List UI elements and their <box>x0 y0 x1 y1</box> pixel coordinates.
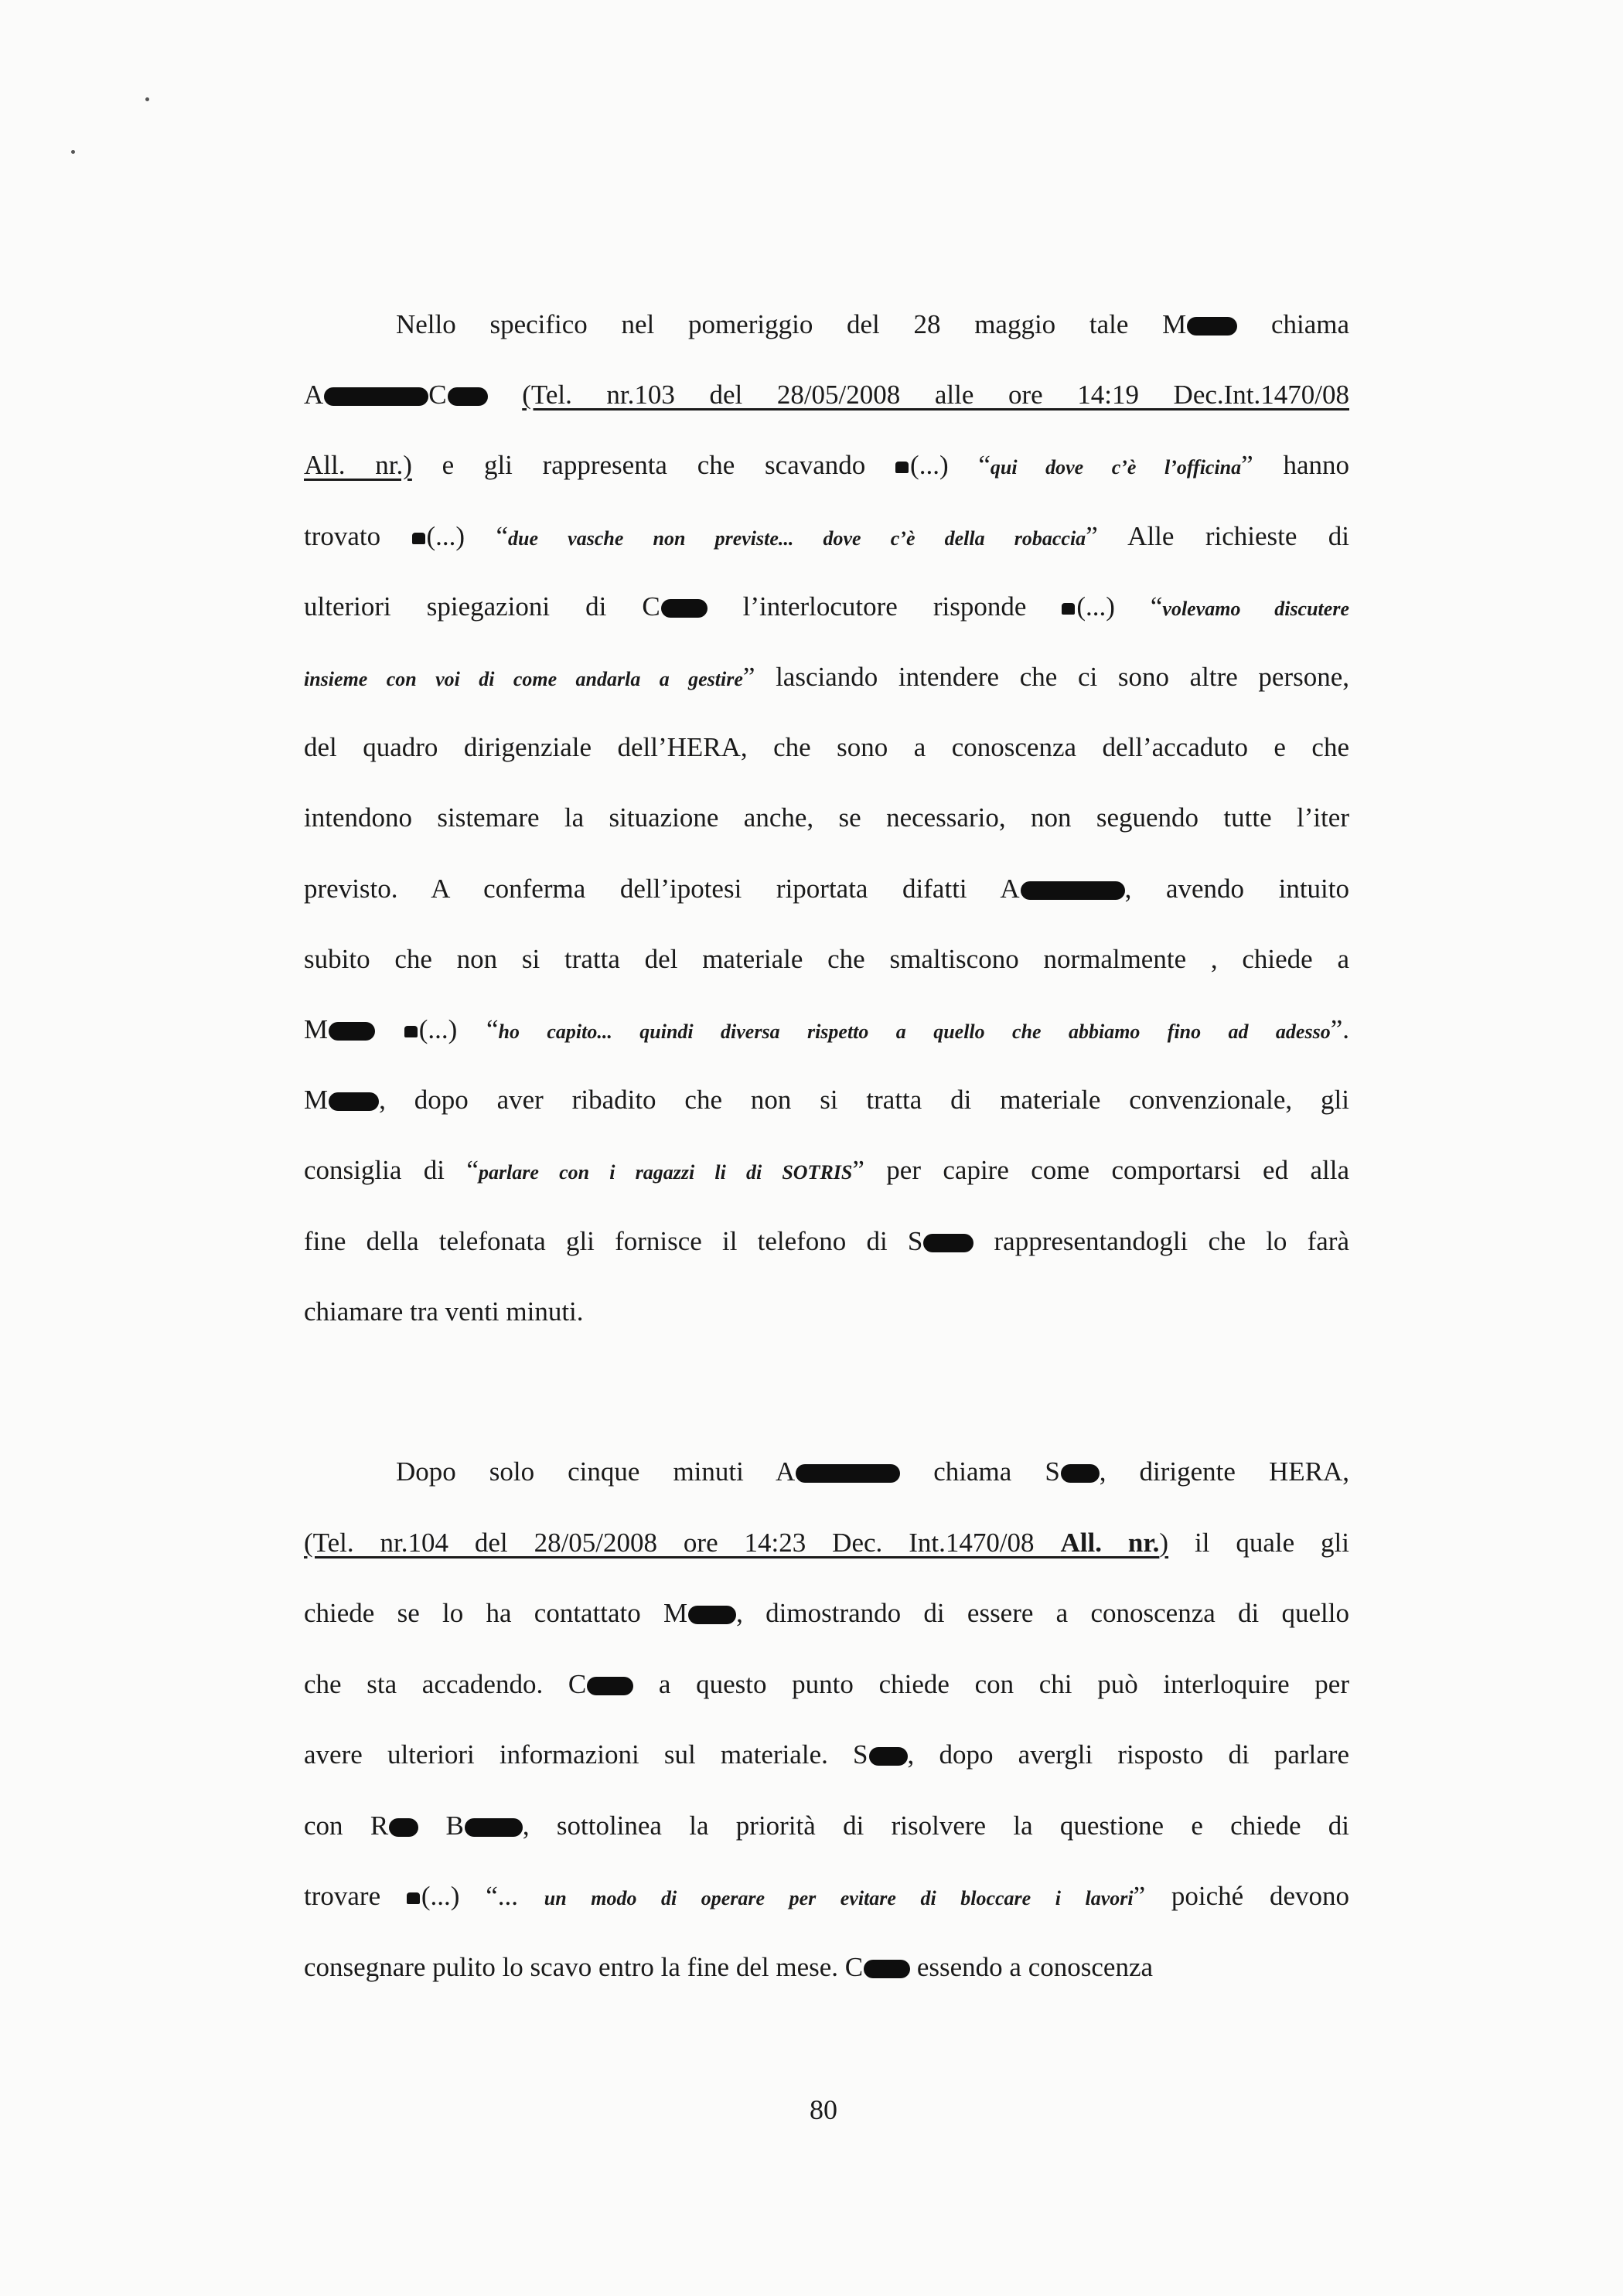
text-run: con <box>304 1810 370 1841</box>
text-run: consiglia di “ <box>304 1155 479 1186</box>
text-run: del quadro dirigenziale dell’HERA, che sono a conoscenza dell’accaduto e che <box>304 732 1349 763</box>
call-reference: (Tel. nr.103 del 28/05/2008 alle ore 14:19 Dec.Int.1470/08 <box>522 380 1349 410</box>
text-run <box>375 1014 404 1044</box>
call-reference: ) <box>1159 1527 1169 1558</box>
wiretap-quote: ho capito... quindi diversa rispetto a quello che abbiamo fino ad adesso <box>498 1020 1331 1043</box>
redacted-name-initial: A <box>304 380 324 410</box>
text-run: (...) “... <box>421 1881 544 1911</box>
paragraph-2-line <box>304 1879 1349 1916</box>
wiretap-quote: due vasche non previste... dove c’è della robaccia <box>508 526 1086 550</box>
text-run: chiamare tra venti minuti. <box>304 1296 584 1327</box>
redacted-name-initial: C <box>428 380 447 410</box>
redacted-name-initial: M <box>663 1598 688 1628</box>
redacted-name-initial: M <box>1162 309 1187 339</box>
paragraph-1-line <box>304 731 1349 765</box>
paragraph-1-line <box>304 519 1349 556</box>
text-run: trovato <box>304 520 412 551</box>
text-run: (...) “ <box>1076 591 1163 622</box>
text-run: ” lasciando intendere che ci sono altre persone, <box>742 662 1349 692</box>
redaction-bar <box>1021 881 1125 900</box>
redacted-name-initial: B <box>445 1810 464 1841</box>
scan-speck <box>71 150 75 154</box>
text-run: previsto. A conferma dell’ipotesi riportata difatti <box>304 873 1001 904</box>
redacted-name-initial: R <box>370 1810 389 1841</box>
wiretap-quote: insieme con voi di come andarla a gestire <box>304 668 743 690</box>
redaction-bar <box>389 1818 418 1837</box>
paragraph-2-line <box>396 1455 1349 1489</box>
wiretap-quote: parlare con i ragazzi li di SOTRIS <box>478 1161 853 1184</box>
text-run: , dimostrando di essere a conoscenza di quello <box>736 1598 1349 1628</box>
paragraph-1-line <box>304 660 1349 697</box>
paragraph-1-line <box>304 1083 1349 1117</box>
redacted-name-initial: C <box>568 1668 587 1699</box>
text-run: ” Alle richieste di <box>1086 520 1350 551</box>
text-run: avere ulteriori informazioni sul materiale. <box>304 1739 854 1770</box>
text-run: essendo a conoscenza <box>910 1951 1154 1982</box>
paragraph-1-line <box>304 448 1349 485</box>
text-run: (...) “ <box>910 450 991 481</box>
text-run: intendono sistemare la situazione anche, se necessario, non seguendo tutte l’iter <box>304 802 1349 833</box>
redacted-name-initial: A <box>775 1456 796 1487</box>
call-reference: (Tel. nr.104 del 28/05/2008 ore 14:23 Dec. Int.1470/08 <box>304 1527 1061 1558</box>
paragraph-1-line <box>304 801 1349 835</box>
text-run: , avendo intuito <box>1124 873 1350 904</box>
text-run: , sottolinea la priorità di risolvere la questione e chiede di <box>522 1810 1349 1841</box>
page-number: 80 <box>810 2094 837 2125</box>
redaction-bar <box>329 1092 379 1111</box>
text-run: consegnare pulito lo scavo entro la fine del mese. <box>304 1951 845 1982</box>
redaction-bar <box>661 599 708 618</box>
text-run: (...) “ <box>418 1014 499 1044</box>
paragraph-1-line <box>304 1295 1349 1329</box>
redaction-bar <box>465 1818 523 1837</box>
paragraph-1-line <box>396 308 1349 342</box>
text-run: chiama <box>900 1456 1045 1487</box>
paragraph-2-line <box>304 1526 1349 1560</box>
wiretap-quote: un modo di operare per evitare di bloccare i lavori <box>544 1887 1134 1909</box>
wiretap-quote: volevamo discutere <box>1162 597 1349 620</box>
redaction-bar <box>448 387 488 406</box>
telephone-icon <box>1062 603 1075 615</box>
text-run: Dopo solo cinque minuti <box>396 1456 776 1487</box>
telephone-icon <box>412 533 425 544</box>
paragraph-1-line <box>304 872 1349 906</box>
telephone-icon <box>895 462 909 473</box>
text-run: ulteriori spiegazioni di <box>304 591 643 622</box>
text-run: ”. <box>1330 1014 1350 1044</box>
redaction-bar <box>329 1022 375 1041</box>
redacted-name-initial: S <box>853 1739 868 1770</box>
text-run: , dopo aver ribadito che non si tratta di materiale convenzionale, gli <box>379 1085 1349 1116</box>
text-run: ” poiché devono <box>1133 1881 1349 1911</box>
text-run: (...) “ <box>426 520 509 551</box>
text-run: ” hanno <box>1241 450 1349 481</box>
paragraph-1-line <box>304 942 1349 976</box>
paragraph-2-line <box>304 1950 1349 1984</box>
redaction-bar <box>923 1234 973 1252</box>
redacted-name-initial: C <box>844 1951 864 1982</box>
text-run: chiede se lo ha contattato <box>304 1598 664 1628</box>
paragraph-2-line <box>304 1596 1349 1630</box>
paragraph-2-line <box>304 1738 1349 1772</box>
text-run <box>418 1811 445 1841</box>
redacted-name-initial: S <box>907 1225 923 1256</box>
redacted-name-initial: A <box>1000 873 1020 904</box>
text-run: l’interlocutore risponde <box>707 591 1062 622</box>
text-run <box>488 380 523 410</box>
paragraph-1-line <box>304 1225 1349 1259</box>
redaction-bar <box>688 1606 736 1624</box>
paragraph-2-line <box>304 1667 1349 1702</box>
redaction-bar <box>796 1464 900 1483</box>
text-run: , dirigente HERA, <box>1099 1456 1349 1487</box>
redacted-name-initial: M <box>304 1014 329 1044</box>
text-run: chiama <box>1237 309 1349 339</box>
wiretap-quote: qui dove c’è l’officina <box>990 456 1242 479</box>
redaction-bar <box>869 1747 908 1766</box>
text-run: ” per capire come comportarsi ed alla <box>852 1155 1349 1186</box>
text-run: Nello specifico nel pomeriggio del 28 maggio tale <box>396 309 1163 339</box>
call-reference: All. nr.) <box>304 450 412 481</box>
redaction-bar <box>1187 317 1237 336</box>
attachment-reference: All. nr. <box>1060 1527 1160 1558</box>
text-run: a questo punto chiede con chi può interloquire per <box>633 1668 1349 1699</box>
text-run: , dopo avergli risposto di parlare <box>907 1739 1349 1770</box>
redaction-bar <box>864 1960 910 1978</box>
redaction-bar <box>324 387 428 406</box>
telephone-icon <box>404 1026 418 1037</box>
text-run: trovare <box>304 1881 407 1911</box>
text-run: rappresentandogli che lo farà <box>973 1225 1349 1256</box>
text-run: che sta accadendo. <box>304 1668 568 1699</box>
paragraph-1-line <box>304 1013 1349 1049</box>
text-run: fine della telefonata gli fornisce il telefono di <box>304 1225 908 1256</box>
redaction-bar <box>1061 1464 1100 1483</box>
redacted-name-initial: S <box>1045 1456 1060 1487</box>
paragraph-2-line <box>304 1809 1349 1843</box>
redacted-name-initial: C <box>642 591 660 622</box>
telephone-icon <box>407 1892 420 1904</box>
paragraph-1-line <box>304 590 1349 626</box>
scan-speck <box>145 97 149 101</box>
text-run: il quale gli <box>1168 1527 1349 1558</box>
redacted-name-initial: M <box>304 1085 329 1116</box>
text-run: subito che non si tratta del materiale che smaltiscono normalmente , chiede a <box>304 943 1349 974</box>
text-run: e gli rappresenta che scavando <box>411 450 896 481</box>
paragraph-1-line <box>304 1153 1349 1190</box>
paragraph-1-line <box>304 378 1349 412</box>
redaction-bar <box>587 1677 633 1695</box>
